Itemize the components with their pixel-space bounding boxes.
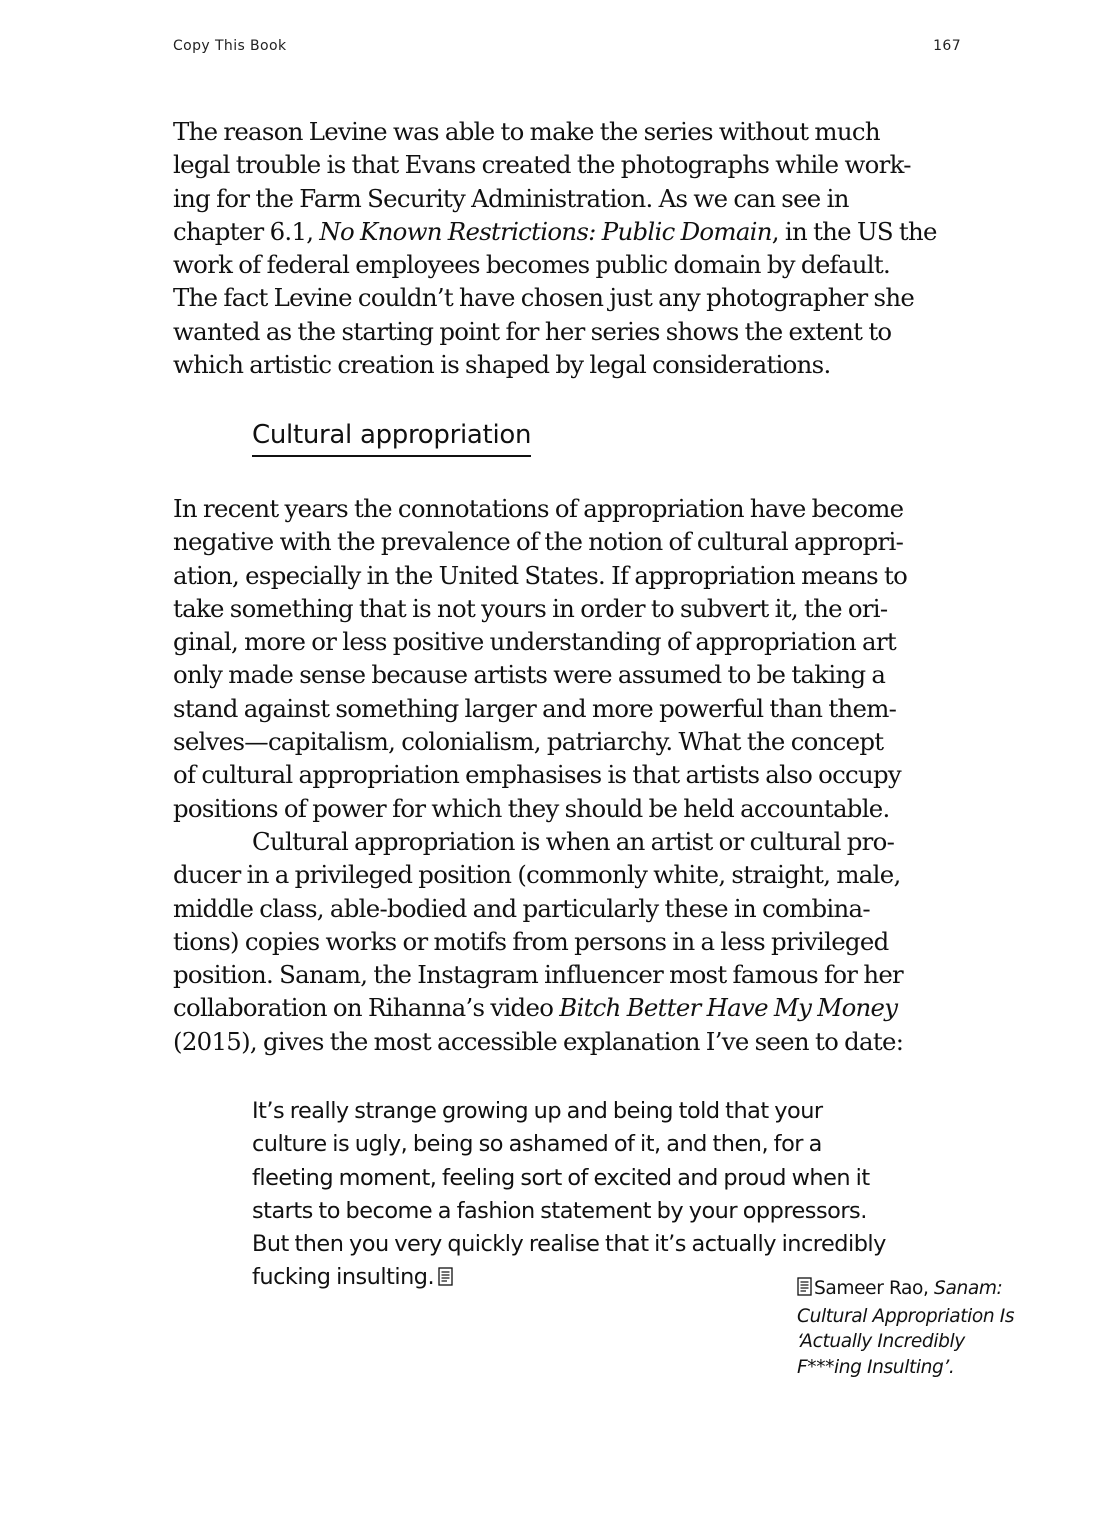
text-line: which artistic creation is shaped by legal considerations.: [173, 350, 831, 380]
text-run: , in the US the: [771, 216, 937, 246]
quote-line: But then you very quickly realise that it’s actually incredibly: [252, 1231, 886, 1258]
text-line: of cultural appropriation emphasises is that artists also occupy: [173, 760, 902, 790]
quote-line: fleeting moment, feeling sort of excited and proud when it: [252, 1164, 870, 1191]
section-heading: Cultural appropriation: [252, 418, 531, 457]
chapter-title-reference[interactable]: No Known Restrictions: Public Domain: [319, 216, 772, 246]
text-line: tions) copies works or motifs from persons in a less privileged: [173, 926, 889, 956]
side-note-title: Sanam:: [934, 1278, 1003, 1299]
text-line: middle class, able-bodied and particularly these in combina-: [173, 893, 870, 923]
text-line: ginal, more or less positive understanding of appropriation art: [173, 627, 896, 657]
book-title: Copy This Book: [173, 38, 287, 54]
side-note-title: F***ing Insulting’.: [797, 1356, 955, 1378]
text-line: [173, 991, 973, 1024]
text-line: ing for the Farm Security Administration. As we can see in: [173, 183, 849, 213]
text-line: In recent years the connotations of appropriation have become: [173, 494, 904, 523]
text-line: selves—capitalism, colonialism, patriarchy. What the concept: [173, 727, 884, 757]
text-run: collaboration on Rihanna’s video: [173, 993, 560, 1023]
note-icon: [797, 1277, 812, 1304]
quote-line: It’s really strange growing up and being told that your: [252, 1098, 823, 1124]
text-line: only made sense because artists were assumed to be taking a: [173, 660, 886, 690]
text-line: stand against something larger and more powerful than them-: [173, 693, 897, 723]
block-quote: [252, 1095, 972, 1297]
quote-line: starts to become a fashion statement by your oppressors.: [252, 1197, 867, 1224]
text-line: work of federal employees becomes public domain by default.: [173, 250, 890, 280]
text-line: ation, especially in the United States. If appropriation means to: [173, 560, 908, 590]
text-line: (2015), gives the most accessible explanation I’ve seen to date:: [173, 1026, 904, 1056]
text-line: positions of power for which they should be held accountable.: [173, 793, 890, 823]
note-icon[interactable]: [438, 1263, 453, 1296]
side-note: [797, 1276, 1097, 1380]
text-line: Cultural appropriation is when an artist or cultural pro-: [252, 826, 895, 856]
text-line: ducer in a privileged position (commonly white, straight, male,: [173, 860, 901, 890]
quote-run: fucking insulting.: [252, 1264, 435, 1291]
side-note-title: ‘Actually Incredibly: [797, 1331, 965, 1352]
text-line: negative with the prevalence of the notion of cultural appropri-: [173, 527, 904, 557]
quote-line: culture is ugly, being so ashamed of it, and then, for a: [252, 1131, 822, 1158]
text-line: legal trouble is that Evans created the photographs while work-: [173, 150, 911, 180]
text-line: [173, 215, 973, 248]
text-line: take something that is not yours in order to subvert it, the ori-: [173, 593, 888, 623]
text-line: The fact Levine couldn’t have chosen just any photographer she: [173, 283, 915, 313]
video-title: Bitch Better Have My Money: [559, 993, 898, 1023]
text-run: chapter 6.1,: [173, 216, 320, 246]
paragraph-cultural-appropriation: [173, 492, 973, 1058]
page-number: 167: [933, 38, 961, 54]
side-note-author: Sameer Rao,: [814, 1278, 935, 1299]
text-line: The reason Levine was able to make the series without much: [173, 117, 880, 146]
side-note-line: [797, 1276, 1097, 1304]
side-note-title: Cultural Appropriation Is: [797, 1305, 1015, 1327]
paragraph-levine: [173, 115, 973, 381]
text-line: wanted as the starting point for her series shows the extent to: [173, 316, 892, 346]
text-line: position. Sanam, the Instagram influencer most famous for her: [173, 960, 904, 990]
running-head: [173, 38, 961, 60]
